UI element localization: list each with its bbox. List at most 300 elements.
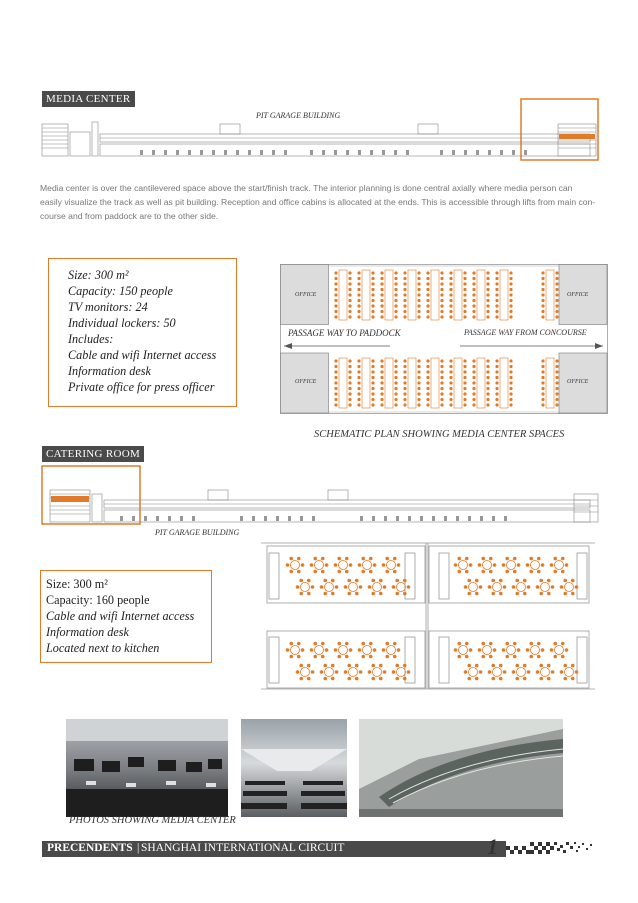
catering-seat xyxy=(489,655,493,659)
catering-table xyxy=(373,668,382,677)
catering-table xyxy=(363,561,372,570)
seat xyxy=(417,392,420,395)
seat xyxy=(403,271,406,274)
seat xyxy=(426,299,429,302)
catering-seat xyxy=(334,563,338,567)
catering-seat xyxy=(503,585,507,589)
catering-seat xyxy=(361,642,365,646)
seat xyxy=(541,299,544,302)
catering-seat xyxy=(321,642,325,646)
catering-seat xyxy=(359,585,363,589)
catering-table xyxy=(469,668,478,677)
seat xyxy=(394,365,397,368)
plan-caption: SCHEMATIC PLAN SHOWING MEDIA CENTER SPACES xyxy=(314,429,565,440)
catering-table xyxy=(397,583,406,592)
catering-seat xyxy=(571,592,575,596)
seat xyxy=(472,359,475,362)
catering-seat xyxy=(499,677,503,681)
catering-seat xyxy=(347,592,351,596)
seat xyxy=(380,299,383,302)
seat xyxy=(426,359,429,362)
catering-table xyxy=(459,646,468,655)
seat xyxy=(334,387,337,390)
seat xyxy=(555,403,558,406)
catering-seat xyxy=(499,664,503,668)
seat xyxy=(486,370,489,373)
office-label-bottom-left: OFFICE xyxy=(295,379,317,385)
catering-seat xyxy=(297,570,301,574)
seat xyxy=(555,282,558,285)
seat xyxy=(541,271,544,274)
media-spec-size: Size: 300 m² xyxy=(68,268,129,282)
catering-specs-box xyxy=(40,570,212,663)
catering-seat xyxy=(547,677,551,681)
catering-seat xyxy=(393,642,397,646)
catering-seat xyxy=(407,585,411,589)
seat xyxy=(440,370,443,373)
catering-seat xyxy=(337,570,341,574)
catering-table xyxy=(565,583,574,592)
catering-seat xyxy=(550,648,554,652)
catering-seat xyxy=(467,592,471,596)
catering-seat xyxy=(407,670,411,674)
seat xyxy=(463,315,466,318)
seat xyxy=(555,304,558,307)
seat xyxy=(495,304,498,307)
catering-seat xyxy=(345,642,349,646)
media-center-elevation-drawing xyxy=(40,98,600,162)
catering-seat xyxy=(481,570,485,574)
catering-seat xyxy=(320,670,324,674)
seat xyxy=(440,271,443,274)
seat xyxy=(486,271,489,274)
catering-seat xyxy=(313,642,317,646)
catering-table xyxy=(517,583,526,592)
catering-seat xyxy=(297,557,301,561)
catering-seat xyxy=(393,570,397,574)
catering-seat xyxy=(373,648,377,652)
seat xyxy=(509,282,512,285)
catering-table xyxy=(387,646,396,655)
seat xyxy=(394,304,397,307)
catering-seat xyxy=(371,664,375,668)
passage-concourse-label: PASSAGE WAY FROM CONCOURSE xyxy=(464,328,587,337)
seat xyxy=(380,293,383,296)
catering-seat xyxy=(523,677,527,681)
seat xyxy=(371,304,374,307)
catering-seat xyxy=(337,642,341,646)
catering-table xyxy=(301,668,310,677)
seat xyxy=(371,271,374,274)
seat xyxy=(495,282,498,285)
seat xyxy=(371,387,374,390)
catering-seat xyxy=(479,585,483,589)
seat xyxy=(334,359,337,362)
seat xyxy=(403,288,406,291)
media-spec-tv: TV monitors: 24 xyxy=(68,300,148,314)
seat xyxy=(426,293,429,296)
seat xyxy=(417,299,420,302)
catering-seat xyxy=(331,677,335,681)
seat xyxy=(417,310,420,313)
catering-seat xyxy=(553,655,557,659)
seat xyxy=(495,403,498,406)
catering-seat xyxy=(454,563,458,567)
seat xyxy=(495,299,498,302)
catering-seat xyxy=(403,677,407,681)
catering-table xyxy=(531,561,540,570)
catering-seat xyxy=(493,563,497,567)
seat xyxy=(357,282,360,285)
catering-table xyxy=(493,668,502,677)
seat xyxy=(440,403,443,406)
seat xyxy=(357,370,360,373)
seat xyxy=(348,365,351,368)
seat xyxy=(555,299,558,302)
catering-seat xyxy=(536,670,540,674)
catering-seat xyxy=(539,579,543,583)
seat xyxy=(449,398,452,401)
seat xyxy=(371,310,374,313)
seat xyxy=(555,392,558,395)
catering-seat xyxy=(323,677,327,681)
seat xyxy=(463,277,466,280)
seat xyxy=(380,365,383,368)
catering-seat xyxy=(395,579,399,583)
seat xyxy=(472,288,475,291)
seat xyxy=(541,392,544,395)
catering-seat xyxy=(481,642,485,646)
seat xyxy=(417,365,420,368)
seat xyxy=(348,277,351,280)
seat xyxy=(472,381,475,384)
seat xyxy=(472,293,475,296)
catering-elevation-caption: PIT GARAGE BUILDING xyxy=(155,528,240,537)
seat xyxy=(541,315,544,318)
catering-seat xyxy=(526,648,530,652)
seat xyxy=(417,370,420,373)
seat xyxy=(334,288,337,291)
seat xyxy=(417,376,420,379)
seat xyxy=(334,370,337,373)
catering-seat xyxy=(297,655,301,659)
catering-seat xyxy=(307,664,311,668)
catering-seat xyxy=(454,648,458,652)
seat xyxy=(495,277,498,280)
seat xyxy=(463,398,466,401)
seat xyxy=(426,365,429,368)
catering-seat xyxy=(517,648,521,652)
catering-spec-kitchen: Located next to kitchen xyxy=(46,641,160,655)
seat xyxy=(463,310,466,313)
catering-table xyxy=(493,583,502,592)
catering-seat xyxy=(369,570,373,574)
catering-seat xyxy=(379,592,383,596)
media-center-description: Media center is over the cantilevered space above the start/finish track. The interior planning is done central axially where media person can easily visualize the track as well as pit building. Reception and office cabins is allocated at the ends. This is accessible through lifts from main con-course and from paddock are to the other side. xyxy=(40,183,596,221)
catering-seat xyxy=(349,648,353,652)
seat xyxy=(426,282,429,285)
seat xyxy=(403,315,406,318)
catering-seat xyxy=(563,677,567,681)
seat xyxy=(371,282,374,285)
seat xyxy=(357,299,360,302)
catering-room-title: CATERING ROOM xyxy=(42,446,144,462)
catering-seat xyxy=(369,655,373,659)
catering-seat xyxy=(395,592,399,596)
catering-table xyxy=(373,583,382,592)
seat xyxy=(380,304,383,307)
catering-table xyxy=(339,646,348,655)
catering-seat xyxy=(571,664,575,668)
seat xyxy=(495,365,498,368)
seat xyxy=(463,370,466,373)
seat xyxy=(371,365,374,368)
seat xyxy=(509,398,512,401)
seat xyxy=(403,299,406,302)
catering-seat xyxy=(457,557,461,561)
seat xyxy=(348,359,351,362)
seat xyxy=(394,398,397,401)
catering-seat xyxy=(491,664,495,668)
seat xyxy=(334,315,337,318)
catering-seat xyxy=(481,557,485,561)
seat xyxy=(495,392,498,395)
catering-seat xyxy=(457,570,461,574)
seat xyxy=(426,392,429,395)
catering-table xyxy=(507,561,516,570)
seat xyxy=(509,359,512,362)
seat xyxy=(357,387,360,390)
media-center-plan xyxy=(280,264,608,414)
seat xyxy=(348,387,351,390)
catering-seat xyxy=(505,570,509,574)
catering-seat xyxy=(361,655,365,659)
catering-seat xyxy=(475,592,479,596)
seat xyxy=(394,277,397,280)
seat xyxy=(509,271,512,274)
seat xyxy=(463,359,466,362)
seat xyxy=(555,288,558,291)
catering-seat xyxy=(475,664,479,668)
seat xyxy=(417,381,420,384)
seat xyxy=(449,277,452,280)
catering-seat xyxy=(335,585,339,589)
catering-table xyxy=(315,646,324,655)
catering-seat xyxy=(361,557,365,561)
catering-seat xyxy=(523,592,527,596)
catering-seat xyxy=(355,592,359,596)
catering-seat xyxy=(379,677,383,681)
seat xyxy=(440,282,443,285)
seat xyxy=(348,381,351,384)
catering-seat xyxy=(526,563,530,567)
catering-seat xyxy=(325,563,329,567)
catering-seat xyxy=(467,579,471,583)
media-specs-box xyxy=(48,258,237,407)
seat xyxy=(440,277,443,280)
catering-seat xyxy=(345,557,349,561)
seat xyxy=(348,398,351,401)
catering-seat xyxy=(575,585,579,589)
catering-seat xyxy=(478,563,482,567)
seat xyxy=(380,282,383,285)
seat xyxy=(417,271,420,274)
catering-seat xyxy=(337,557,341,561)
seat xyxy=(403,282,406,285)
seat xyxy=(348,288,351,291)
catering-seat xyxy=(505,557,509,561)
catering-seat xyxy=(355,677,359,681)
seat xyxy=(541,370,544,373)
catering-seat xyxy=(385,655,389,659)
seat xyxy=(555,387,558,390)
seat xyxy=(403,304,406,307)
seat xyxy=(403,403,406,406)
seat xyxy=(403,376,406,379)
catering-seat xyxy=(457,655,461,659)
catering-seat xyxy=(515,592,519,596)
catering-seat xyxy=(465,557,469,561)
catering-seat xyxy=(512,670,516,674)
catering-seat xyxy=(311,670,315,674)
seat xyxy=(403,387,406,390)
seat xyxy=(357,381,360,384)
catering-seat xyxy=(560,585,564,589)
catering-seat xyxy=(517,563,521,567)
catering-seat xyxy=(371,592,375,596)
catering-seat xyxy=(382,563,386,567)
catering-table xyxy=(517,668,526,677)
seat xyxy=(472,310,475,313)
seat xyxy=(440,288,443,291)
seat xyxy=(371,359,374,362)
catering-table xyxy=(325,668,334,677)
seat xyxy=(348,304,351,307)
seat xyxy=(394,288,397,291)
catering-seat xyxy=(493,648,497,652)
catering-table xyxy=(483,561,492,570)
seat xyxy=(357,304,360,307)
seat xyxy=(380,359,383,362)
catering-seat xyxy=(331,592,335,596)
catering-seat xyxy=(301,648,305,652)
seat xyxy=(555,293,558,296)
seat xyxy=(417,359,420,362)
catering-seat xyxy=(392,585,396,589)
seat xyxy=(380,403,383,406)
seat xyxy=(394,315,397,318)
catering-table xyxy=(531,646,540,655)
seat xyxy=(394,403,397,406)
catering-seat xyxy=(299,664,303,668)
seat xyxy=(449,271,452,274)
catering-seat xyxy=(323,664,327,668)
catering-seat xyxy=(560,670,564,674)
seat xyxy=(555,359,558,362)
catering-seat xyxy=(359,670,363,674)
seat xyxy=(394,293,397,296)
seat xyxy=(403,365,406,368)
seat xyxy=(472,376,475,379)
seat xyxy=(348,310,351,313)
catering-seat xyxy=(403,664,407,668)
seat xyxy=(486,398,489,401)
seat xyxy=(509,392,512,395)
seat xyxy=(449,293,452,296)
catering-seat xyxy=(383,585,387,589)
seat xyxy=(417,282,420,285)
catering-seat xyxy=(371,677,375,681)
media-spec-internet: Cable and wifi Internet access xyxy=(68,348,217,362)
seat xyxy=(334,398,337,401)
seat xyxy=(380,315,383,318)
catering-table xyxy=(315,561,324,570)
catering-seat xyxy=(393,557,397,561)
catering-seat xyxy=(527,585,531,589)
seat xyxy=(472,277,475,280)
catering-seat xyxy=(321,655,325,659)
seat xyxy=(357,271,360,274)
seat xyxy=(555,315,558,318)
seat xyxy=(541,282,544,285)
seat xyxy=(334,365,337,368)
seat xyxy=(495,370,498,373)
media-plan-drawing xyxy=(280,264,608,414)
catering-seat xyxy=(553,642,557,646)
seat xyxy=(449,282,452,285)
catering-seat xyxy=(345,655,349,659)
seat xyxy=(334,277,337,280)
catering-seat xyxy=(513,557,517,561)
catering-seat xyxy=(382,648,386,652)
seat xyxy=(472,365,475,368)
catering-table xyxy=(387,561,396,570)
seat xyxy=(417,304,420,307)
catering-seat xyxy=(488,585,492,589)
catering-seat xyxy=(502,563,506,567)
seat xyxy=(380,381,383,384)
seat xyxy=(509,315,512,318)
seat xyxy=(449,403,452,406)
seat xyxy=(357,293,360,296)
seat xyxy=(357,365,360,368)
catering-seat xyxy=(469,648,473,652)
catering-table xyxy=(555,646,564,655)
seat xyxy=(486,365,489,368)
seat xyxy=(348,293,351,296)
catering-seat xyxy=(347,579,351,583)
catering-table xyxy=(363,646,372,655)
seat xyxy=(426,387,429,390)
catering-seat xyxy=(311,585,315,589)
catering-seat xyxy=(321,557,325,561)
catering-seat xyxy=(561,557,565,561)
catering-table xyxy=(541,668,550,677)
seat xyxy=(334,310,337,313)
seat xyxy=(403,392,406,395)
seat xyxy=(449,392,452,395)
seat xyxy=(440,381,443,384)
seat xyxy=(357,392,360,395)
footer-circuit-name: SHANGHAI INTERNATIONAL CIRCUIT xyxy=(141,842,345,854)
catering-seat xyxy=(529,570,533,574)
seat xyxy=(403,277,406,280)
catering-seat xyxy=(368,585,372,589)
seat xyxy=(509,293,512,296)
catering-seat xyxy=(301,563,305,567)
seat xyxy=(463,282,466,285)
seat xyxy=(449,376,452,379)
